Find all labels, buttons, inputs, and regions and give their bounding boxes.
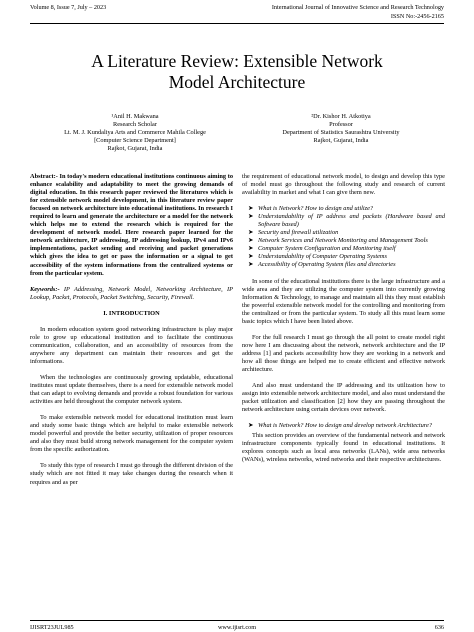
keywords-label: Keywords:- [30,285,60,293]
list-item: ➤ Accessibility of Operating System files and directories [248,261,396,269]
title-line-1: A Literature Review: Extensible Network [91,51,383,71]
list-item: ➤ Understandability of Computer Operating Systems [248,253,387,261]
right-column [242,173,445,472]
keywords [30,286,233,302]
arrow-bullet-icon: ➤ [248,261,254,269]
paragraph: In some of the educational institutions there is the large infrastructure and a wide area and they are utilizing the computer system into currently growing Information & Technology, to manage and maintain all this they must establish the powerful extensible network model for the controlling and monitoring from the centralized or from the particular system. To study all this must learn some basic topics which I have been listed above. [242,277,445,325]
title-line-2: Model Architecture [168,72,306,92]
list-item: ➤ Network Services and Network Monitoring and Management Tools [248,237,428,245]
paragraph: In modern education system good networking infrastructure is play major role to grow up educational institution and to facilitate the continuous communication, collaboration, and an accessibility of resources from the anywhere any department can maintain their resources and get the informations. [30,325,233,365]
author-1 [30,113,240,153]
author-role: Professor [329,121,353,129]
arrow-bullet-icon: ➤ [248,245,254,253]
list-item: ➤ Understandability of IP address and packets (Hardware based and Software based) [248,213,445,229]
paragraph: This section provides an overview of the fundamental network and network infrastructure components typically found in educational institutions. It explores concepts such as local area networks (LANs), wide area networks (WANs), wireless networks, wired networks and their respective architectures. [242,432,445,464]
paragraph: When the technologies are continuously growing updatable, educational institutes must update themselves, there is a need for extensible network model that can adapt to evolving demands and provide a robust foundation for various activities are held throughout the computer network system. [30,373,233,406]
author-name: ²Dr. Kishor H. Atkotiya [311,113,371,120]
footer-rule [30,620,444,621]
author-department: [Computer Science Department] [94,137,176,145]
author-city: Rajkot, Gujarat, India [313,137,369,145]
list-item: ➤ What is Network? How to design and utilize? [248,205,374,213]
left-column [30,173,233,495]
paper-id: IJISRT23JUL985 [30,624,74,631]
issn: ISSN No:-2456-2165 [390,13,444,20]
arrow-bullet-icon: ➤ [248,253,254,261]
author-affiliation: Lt. M. J. Kundaliya Arts and Commerce Mahila College [64,129,206,137]
topic-list [248,205,445,269]
subsection-heading: ➤ What is Network? How to design and develop network Architecture? [248,422,433,430]
paper-title [30,51,444,93]
paragraph: For the full research I must go through the all point to create model right now here I am discussing about the network, network architecture and the IP address [1] and packets accessibility how they are working in a network and how all those things are helped me to create efficient and effective network architecture. [242,333,445,373]
arrow-bullet-icon: ➤ [248,229,254,237]
paragraph: And also must understand the IP addressing and its utilization how to assign into extensible network architecture model, and also must understand the packet utilization and classification [2] how they are passing throughout the network architecture using certain devices over network. [242,382,445,414]
author-2 [236,113,446,145]
arrow-bullet-icon: ➤ [248,213,254,221]
volume-info: Volume 8, Issue 7, July – 2023 [30,4,107,11]
author-name: ¹Anil H. Makwana [111,113,159,120]
page-number: 636 [434,624,444,631]
arrow-bullet-icon: ➤ [248,205,254,213]
arrow-bullet-icon: ➤ [248,422,254,430]
section-heading-introduction: I. INTRODUCTION [103,309,160,317]
author-role: Research Scholar [113,121,157,129]
keywords-list: IP Addressing, Network Model, Networking Architecture, IP Lookup, Packet, Protocols, Packet Switching, Security, Firewall. [30,285,233,301]
author-city: Rajkot, Gujarat, India [107,145,163,153]
paragraph: the requirement of educational network model, to design and develop this type of model must go throughout the following study and research of current availability in market and what I can give them new. [242,173,445,197]
list-item: ➤ Computer System Configuration and Monitoring itself [248,245,396,253]
journal-website: www.ijisrt.com [217,624,257,631]
abstract: Abstract:- In today's modern educational institutions continuous aiming to enhance scalability and adaptability to meet the growing demands of digital education. In this research paper reviewed the literatures which is for extensible network model development, in this literature review paper focused on network architecture into educational institutions. In research I required to learn and generate the architecture or a model for the network which helps me to extend the research which is required for the development of network model. Here research paper learned for the network architecture, IP addressing, IP addressing lookup, IPv4 and IPv6 implementations, packet sending and receiving and packet generations which gives the idea to get or pass the information or a signal to get accessibility of the system informations from the centralized systems or from the particular system. [30,173,233,277]
author-affiliation: Department of Statistics Saurashtra University [282,129,400,137]
paragraph: To make extensible network model for educational institution must learn and study some basic things which are helpful to make extensible network model powerful and provide the better security, utilization of proper resources and also they must build strong network management for the computer system from the specific authorization. [30,414,233,454]
header-rule [30,23,444,24]
paragraph: To study this type of research I must go through the different division of the study which are not fitted it may take changes during the research when it requires and as per [30,462,233,486]
list-item: ➤ Security and firewall utilization [248,229,339,237]
arrow-bullet-icon: ➤ [248,237,254,245]
journal-name: International Journal of Innovative Science and Research Technology [271,4,444,11]
